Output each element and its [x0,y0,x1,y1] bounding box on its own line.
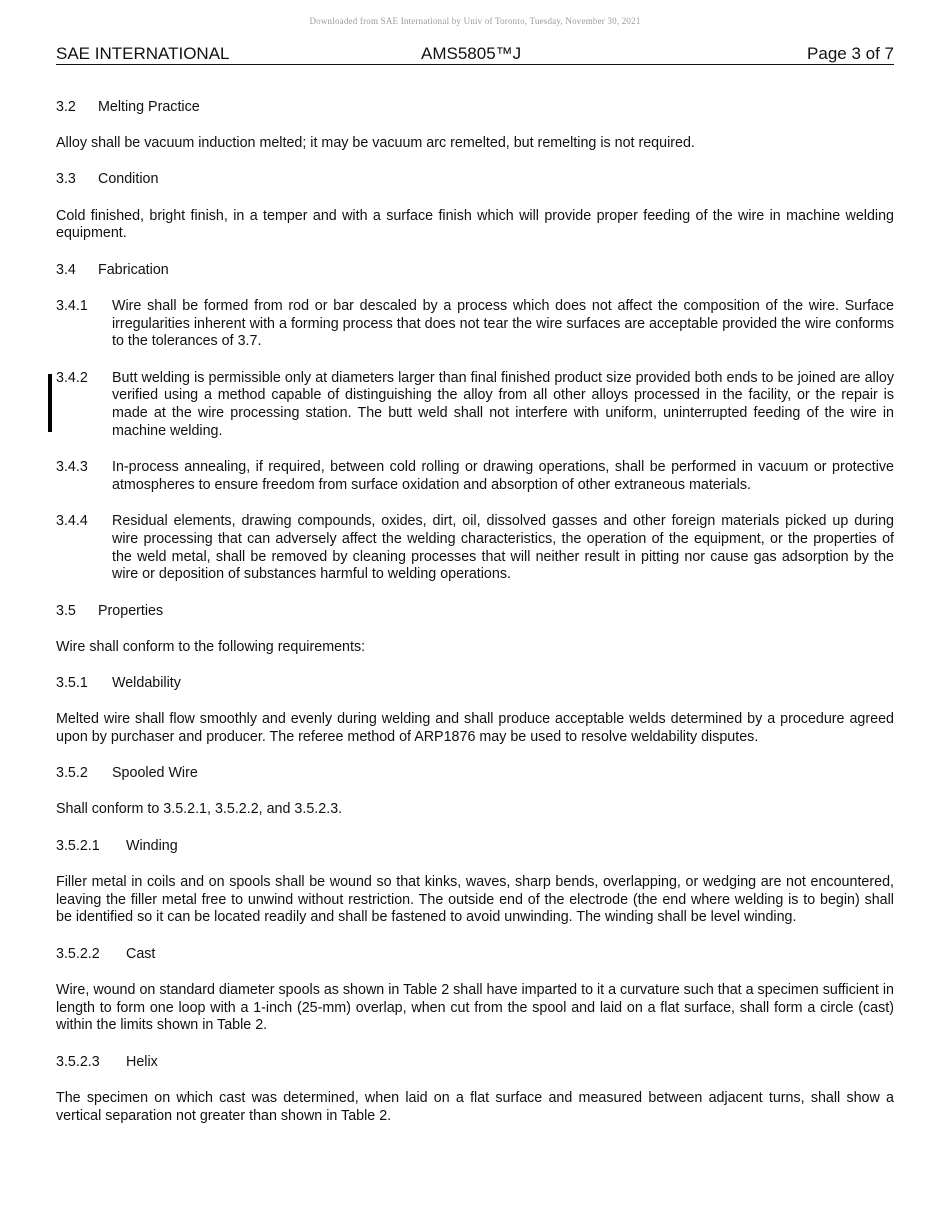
item-3-4-2 [56,370,894,441]
revision-change-bar [48,374,52,432]
paragraph-3-5-2: Shall conform to 3.5.2.1, 3.5.2.2, and 3.5.2.3. [56,801,343,818]
item-text: Wire shall be formed from rod or bar descaled by a process which does not affect the composition of the wire. Surface irregularities inherent with a forming process that does not tear the wire surfaces are acceptable provided the wire conforms to the tolerances of 3.7. [112,297,894,350]
section-number: 3.5.2 [56,765,88,782]
paragraph-3-2: Alloy shall be vacuum induction melted; it may be vacuum arc remelted, but remelting is not required. [56,135,695,152]
section-heading-3-5-2-1 [56,838,894,856]
item-number: 3.4.2 [56,369,88,386]
section-title: Spooled Wire [112,765,198,782]
item-3-4-1 [56,298,894,351]
section-heading-3-5-2-2 [56,946,894,964]
header-document-number: AMS5805™J [421,44,522,63]
section-number: 3.5 [56,602,76,619]
section-number: 3.5.2.1 [56,837,100,854]
section-title: Melting Practice [98,99,200,115]
document-body [56,99,894,1144]
item-text: Butt welding is permissible only at diameters larger than final finished product size provided both ends to be joined are alloy verified using a method capable of distinguishing the alloy from all other alloys processed in the facility, or the repair is made at the wire processing station. The butt weld shall not interfere with uniform, uninterrupted feeding of the wire in machine welding. [112,369,894,439]
section-title: Fabrication [98,261,169,278]
paragraph-3-5-1: Melted wire shall flow smoothly and evenly during welding and shall produce acceptable welds determined by a procedure agreed upon by purchaser and producer. The referee method of ARP1876 may be used to resolve weldability disputes. [56,711,894,746]
paragraph-3-3: Cold finished, bright finish, in a temper and with a surface finish which will provide proper feeding of the wire in machine welding equipment. [56,207,894,242]
section-heading-3-3 [56,171,894,189]
section-heading-3-5-1 [56,675,894,693]
paragraph-3-5: Wire shall conform to the following requirements: [56,638,366,655]
item-number: 3.4.1 [56,297,88,314]
item-3-4-4 [56,513,894,584]
section-heading-3-5-2-3 [56,1054,894,1072]
section-title: Condition [98,171,159,188]
section-number: 3.5.2.3 [56,1053,100,1070]
download-watermark: Downloaded from SAE International by Univ of Toronto, Tuesday, November 30, 2021 [309,16,641,26]
section-heading-3-2 [56,99,894,117]
header-organization: SAE INTERNATIONAL [56,44,230,63]
section-title: Properties [98,602,164,619]
section-title: Weldability [112,675,181,692]
item-text: In-process annealing, if required, between cold rolling or drawing operations, shall be performed in vacuum or protective atmospheres to ensure freedom from surface oxidation and absorption of other extraneous materials. [112,459,894,493]
section-title: Cast [126,945,156,962]
section-number: 3.5.1 [56,675,88,692]
section-number: 3.2 [56,99,76,115]
item-number: 3.4.3 [56,459,88,476]
section-title: Helix [126,1053,158,1070]
section-number: 3.3 [56,171,76,188]
header-page-number: Page 3 of 7 [807,44,894,63]
paragraph-3-5-2-1: Filler metal in coils and on spools shall be wound so that kinks, waves, sharp bends, overlapping, or wedging are not encountered, leaving the filler metal free to unwind without restriction. The outside end of the electrode (the end where welding is to begin) shall be identified so it can be located readily and shall be fastened to avoid unwinding. The winding shall be level winding. [56,873,894,926]
item-3-4-3 [56,459,894,495]
item-number: 3.4.4 [56,513,88,530]
page-header [56,44,894,65]
section-heading-3-5-2 [56,765,894,783]
paragraph-3-5-2-3: The specimen on which cast was determined, when laid on a flat surface and measured between adjacent turns, shall show a vertical separation not greater than shown in Table 2. [56,1089,894,1124]
section-heading-3-5 [56,603,894,621]
paragraph-3-5-2-2: Wire, wound on standard diameter spools as shown in Table 2 shall have imparted to it a curvature such that a specimen sufficient in length to form one loop with a 1-inch (25-mm) overlap, when cut from the spool and laid on a flat surface, shall form a circle (cast) within the limits shown in Table 2. [56,981,894,1034]
section-number: 3.5.2.2 [56,945,100,962]
item-text: Residual elements, drawing compounds, oxides, dirt, oil, dissolved gasses and other foreign materials picked up during wire processing that can adversely affect the welding characteristics, the operation of the equipment, or the properties of the weld metal, shall be removed by cleaning processes that will neither result in pitting nor cause gas adsorption by the wire or deposition of substances harmful to welding operations. [112,513,894,583]
section-number: 3.4 [56,261,76,278]
section-title: Winding [126,837,178,854]
section-heading-3-4 [56,262,894,280]
